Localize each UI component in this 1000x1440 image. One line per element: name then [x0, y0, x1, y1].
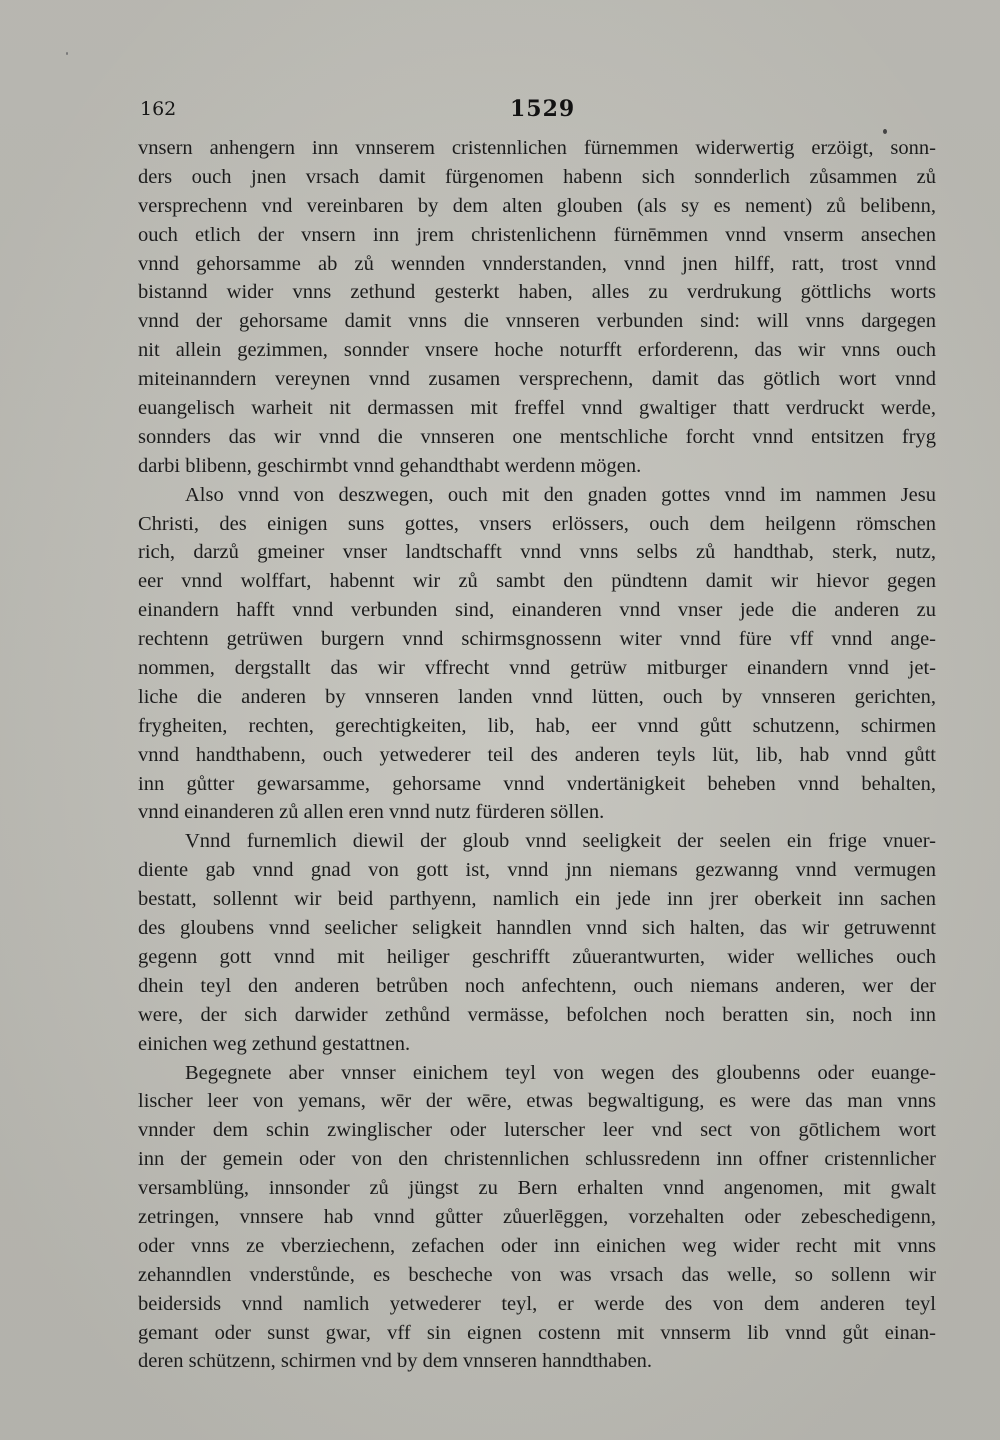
text-line: vnsern anhengern inn vnnserem cristennlichen fürnemmen widerwertig erzöigt, sonn-: [138, 137, 936, 159]
text-line: Vnnd furnemlich diewil der gloub vnnd seeligkeit der seelen ein frige vnuer-: [185, 830, 936, 853]
text-line: were, der sich darwider zethůnd vermässe, befolchen noch beratten sin, noch inn: [138, 1003, 936, 1026]
text-line: Also vnnd von deszwegen, ouch mit den gnaden gottes vnnd im nammen Jesu: [185, 483, 936, 506]
page-number: 162: [140, 98, 177, 120]
text-line: nommen, dergstallt das wir vffrecht vnnd getrüw mitburger einandern vnnd jet-: [138, 657, 936, 680]
ink-speck: [883, 129, 887, 134]
text-line: gegenn gott vnnd mit heiliger geschrifft zůuerantwurten, wider welliches ouch: [138, 945, 936, 968]
text-line: euangelisch warheit nit dermassen mit freffel vnnd gwaltiger thatt verdruckt werde,: [138, 397, 936, 420]
text-line: oder vnns ze vberziechenn, zefachen oder inn einichen weg wider recht mit vnns: [138, 1234, 936, 1257]
text-line: versprechenn vnd vereinbaren by dem alten glouben (als sy es nement) zů belibenn,: [138, 194, 936, 217]
text-line: vnnder dem schin zwinglischer oder luterscher leer vnd sect von gōtlichem wort: [138, 1119, 936, 1142]
text-line: ders ouch jnen vrsach damit fürgenomen habenn sich sonnderlich zůsammen zů: [138, 165, 936, 188]
text-line: des gloubens vnnd seelicher seligkeit hanndlen vnnd sich halten, das wir getruwennt: [138, 917, 936, 940]
text-line: eer vnnd wolffart, habennt wir zů sambt den pündtenn damit wir hievor gegen: [138, 570, 936, 593]
text-line: frygheiten, rechten, gerechtigkeiten, lib, hab, eer vnnd gůtt schutzenn, schirmen: [138, 714, 936, 737]
page-year-heading: 1529: [510, 96, 576, 122]
text-line: inn der gemein oder von den christennlichen schlussredenn inn offner cristennlicher: [138, 1148, 936, 1171]
text-line: inn gůtter gewarsamme, gehorsame vnnd vndertänigkeit beheben vnnd behalten,: [138, 772, 936, 795]
text-line: bistannd wider vnns zethund gesterkt haben, alles zu verdrukung göttlichs worts: [138, 281, 936, 304]
text-line: darbi blibenn, geschirmbt vnnd gehandthabt werdenn mögen.: [138, 454, 642, 477]
body-text: [138, 134, 936, 1376]
text-line: vnnd handthabenn, ouch yetwederer teil des anderen teyls lüt, lib, hab vnnd gůtt: [138, 743, 936, 766]
text-line: einandern hafft vnnd verbunden sind, einanderen vnnd vnser jede die anderen zu: [138, 599, 936, 622]
text-line: lischer leer von yemans, wēr der wēre, etwas begwaltigung, es were das man vnns: [138, 1090, 936, 1113]
ink-speck: [66, 52, 68, 55]
text-line: diente gab vnnd gnad von gott ist, vnnd jnn niemans gezwanng vnnd vermugen: [138, 859, 936, 882]
text-line: Christi, des einigen suns gottes, vnsers erlössers, ouch dem heilgenn römschen: [138, 512, 936, 535]
text-line: liche die anderen by vnnseren landen vnnd lütten, ouch by vnnseren gerichten,: [138, 685, 936, 708]
text-line: nit allein gezimmen, sonnder vnsere hoche noturfft erforderenn, das wir vnns ouch: [138, 339, 936, 362]
text-line: zetringen, vnnsere hab vnnd gůtter zůuerlēggen, vorzehalten oder zebeschedigenn,: [138, 1205, 936, 1228]
text-line: vnnd der gehorsame damit vnns die vnnseren verbunden sind: will vnns dargegen: [138, 310, 936, 333]
text-line: ouch etlich der vnsern inn jrem christenlichenn fürnēmmen vnnd vnserm ansechen: [138, 223, 936, 246]
text-line: Begegnete aber vnnser einichem teyl von wegen des gloubenns oder euange-: [185, 1061, 936, 1084]
text-line: rich, darzů gmeiner vnser landtschafft vnnd vnns selbs zů handthab, sterk, nutz,: [138, 541, 936, 564]
text-line: beidersids vnnd namlich yetwederer teyl, er werde des von dem anderen teyl: [138, 1292, 936, 1315]
text-line: deren schützenn, schirmen vnd by dem vnnseren hanndthaben.: [138, 1350, 653, 1373]
page-header: [138, 96, 936, 126]
text-line: bestatt, sollennt wir beid parthyenn, namlich ein jede inn jrer oberkeit inn sachen: [138, 888, 936, 911]
text-line: dhein teyl den anderen betrůben noch anfechtenn, ouch niemans anderen, wer der: [138, 974, 936, 997]
text-line: rechtenn getrüwen burgern vnnd schirmsgnossenn witer vnnd füre vff vnnd ange-: [138, 628, 936, 651]
text-line: einichen weg zethund gestattnen.: [138, 1032, 411, 1055]
text-line: miteinanndern vereynen vnnd zusamen versprechenn, damit das götlich wort vnnd: [138, 368, 936, 391]
text-line: gemant oder sunst gwar, vff sin eignen costenn mit vnnserm lib vnnd gůt einan-: [138, 1321, 936, 1344]
text-line: sonnders das wir vnnd die vnnseren one mentschliche forcht vnnd entsitzen fryg: [138, 425, 936, 448]
text-line: vnnd einanderen zů allen eren vnnd nutz fürderen söllen.: [138, 801, 605, 824]
text-line: versamblüng, innsonder zů jüngst zu Bern erhalten vnnd angenomen, mit gwalt: [138, 1177, 936, 1200]
text-line: zehanndlen vnderstůnde, es bescheche von was vrsach das welle, so sollenn wir: [138, 1263, 936, 1286]
text-line: vnnd gehorsamme ab zů wennden vnnderstanden, vnnd jnen hilff, ratt, trost vnnd: [138, 252, 936, 275]
